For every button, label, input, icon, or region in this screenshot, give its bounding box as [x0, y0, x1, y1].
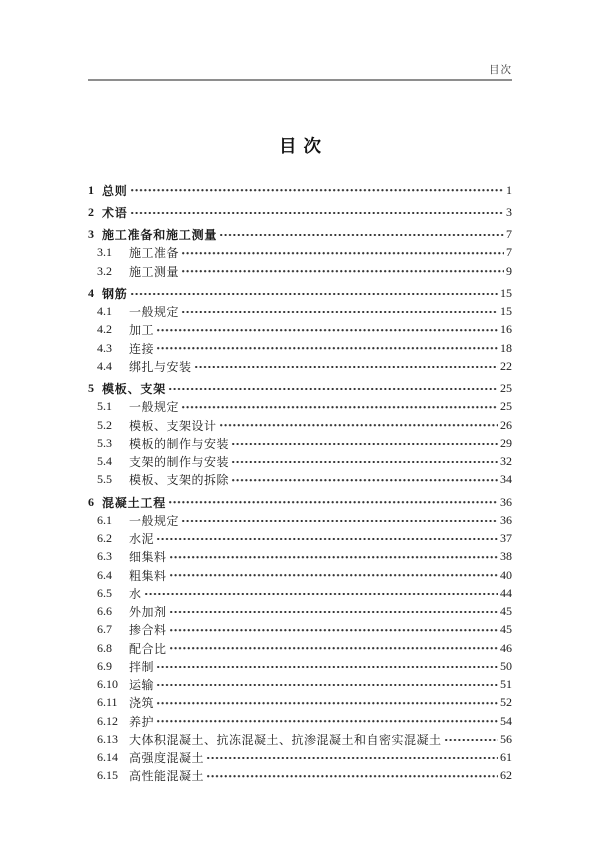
toc-entry-title: 连接: [129, 341, 155, 356]
toc-entry-page: 36: [500, 512, 512, 527]
toc-entry: [97, 566, 512, 584]
toc-entry-title: 施工测量: [129, 264, 180, 279]
toc-entry-title: 模板、支架: [102, 382, 167, 397]
toc-entry-title: 养护: [129, 714, 155, 729]
toc-entry-page: 22: [500, 358, 512, 373]
toc-entry-number: 4.2: [97, 322, 112, 337]
toc-entry: [97, 434, 512, 452]
toc-dot-leader: [156, 719, 498, 723]
toc-entry-page: 25: [500, 399, 512, 414]
toc-entry: [97, 511, 512, 529]
toc-entry-page: 16: [500, 322, 512, 337]
toc-dot-leader: [194, 365, 498, 369]
toc-dot-leader: [231, 460, 498, 464]
toc-entry-page: 1: [506, 182, 512, 197]
toc-entry-number: 6.2: [97, 531, 112, 546]
toc-entry-page: 45: [500, 604, 512, 619]
toc-entry-number: 4.3: [97, 340, 112, 355]
toc-entry: [97, 657, 512, 675]
toc-entry-title: 一般规定: [129, 305, 180, 320]
toc-entry-number: 6.13: [97, 731, 118, 746]
toc-entry-title: 模板、支架设计: [129, 418, 217, 433]
toc-entry-page: 7: [506, 227, 512, 242]
toc-entry-number: 4.4: [97, 358, 112, 373]
toc-entry-number: 6.3: [97, 549, 112, 564]
toc-dot-leader: [231, 478, 498, 482]
toc-entry-title: 拌制: [129, 659, 155, 674]
toc-entry-title: 水: [129, 586, 142, 601]
toc-dot-leader: [144, 592, 498, 596]
toc-dot-leader: [156, 346, 498, 350]
toc-entry-number: 1: [88, 182, 94, 197]
toc-entry-number: 6.6: [97, 604, 112, 619]
toc-entry-page: 54: [500, 713, 512, 728]
toc-entry-title: 浇筑: [129, 696, 155, 711]
toc-entry-number: 6.9: [97, 658, 112, 673]
toc-entry-page: 61: [500, 750, 512, 765]
toc-entry: [97, 767, 512, 785]
toc-entry-number: 6.15: [97, 768, 118, 783]
toc-dot-leader: [168, 500, 498, 504]
toc-entry: [88, 181, 512, 199]
toc-entry-page: 52: [500, 695, 512, 710]
toc-entry-title: 一般规定: [129, 400, 180, 415]
toc-entry-title: 绑扎与安装: [129, 359, 192, 374]
toc-entry: [97, 621, 512, 639]
toc-entry-title: 配合比: [129, 641, 167, 656]
toc-entry-page: 51: [500, 677, 512, 692]
toc-dot-leader: [181, 269, 504, 273]
toc-entry-title: 支架的制作与安装: [129, 455, 230, 470]
toc-entry-title: 施工准备和施工测量: [102, 228, 218, 243]
toc-entry-title: 运输: [129, 678, 155, 693]
toc-dot-leader: [206, 756, 498, 760]
toc-entry-page: 38: [500, 549, 512, 564]
toc-dot-leader: [231, 442, 498, 446]
toc-entry: [97, 416, 512, 434]
toc-dot-leader: [169, 610, 498, 614]
toc-entry-page: 62: [500, 768, 512, 783]
toc-dot-leader: [169, 646, 498, 650]
toc-entry: [97, 548, 512, 566]
toc-entry-number: 5.2: [97, 417, 112, 432]
toc-list: [88, 181, 512, 785]
toc-entry: [97, 584, 512, 602]
toc-entry: [97, 339, 512, 357]
toc-entry-title: 粗集料: [129, 568, 167, 583]
toc-entry-title: 总则: [102, 183, 128, 198]
toc-entry-number: 3: [88, 227, 94, 242]
toc-dot-leader: [219, 423, 498, 427]
toc-dot-leader: [181, 310, 498, 314]
toc-entry-title: 一般规定: [129, 513, 180, 528]
toc-dot-leader: [156, 328, 498, 332]
toc-entry-page: 3: [506, 204, 512, 219]
toc-dot-leader: [219, 233, 504, 237]
toc-entry: [97, 694, 512, 712]
toc-dot-leader: [156, 537, 498, 541]
toc-entry: [97, 303, 512, 321]
toc-entry: [97, 639, 512, 657]
toc-entry: [97, 730, 512, 748]
toc-entry: [88, 493, 512, 511]
toc-entry-number: 6.5: [97, 585, 112, 600]
toc-entry: [97, 712, 512, 730]
running-header: [88, 64, 512, 81]
toc-entry-page: 40: [500, 567, 512, 582]
toc-entry-title: 水泥: [129, 532, 155, 547]
toc-dot-leader: [169, 628, 498, 632]
toc-entry-title: 高性能混凝土: [129, 769, 205, 784]
toc-entry: [97, 398, 512, 416]
toc-entry-number: 5.3: [97, 435, 112, 450]
toc-entry-title: 细集料: [129, 550, 167, 565]
toc-entry-title: 施工准备: [129, 246, 180, 261]
toc-entry: [97, 471, 512, 489]
toc-entry-page: 29: [500, 435, 512, 450]
toc-entry-page: 37: [500, 531, 512, 546]
toc-dot-leader: [156, 683, 498, 687]
toc-entry-number: 6.7: [97, 622, 112, 637]
toc-entry-page: 26: [500, 417, 512, 432]
toc-entry: [88, 380, 512, 398]
toc-entry-page: 46: [500, 640, 512, 655]
toc-entry-number: 6.11: [97, 695, 118, 710]
toc-dot-leader: [181, 251, 504, 255]
toc-entry-number: 3.2: [97, 263, 112, 278]
toc-entry: [88, 226, 512, 244]
toc-entry-page: 15: [500, 285, 512, 300]
toc-entry: [97, 321, 512, 339]
toc-entry-page: 18: [500, 340, 512, 355]
toc-entry-number: 6.8: [97, 640, 112, 655]
toc-entry-number: 5.4: [97, 454, 112, 469]
toc-entry: [97, 262, 512, 280]
toc-dot-leader: [130, 188, 504, 192]
toc-entry: [88, 203, 512, 221]
toc-entry-title: 加工: [129, 323, 155, 338]
toc-entry-page: 36: [500, 494, 512, 509]
page-title: 目次: [279, 136, 328, 156]
toc-entry-number: 5: [88, 381, 94, 396]
toc-dot-leader: [169, 555, 498, 559]
toc-entry-number: 6.1: [97, 512, 112, 527]
toc-entry-page: 50: [500, 658, 512, 673]
toc-entry-page: 44: [500, 585, 512, 600]
toc-entry-number: 2: [88, 204, 94, 219]
toc-entry-number: 5.5: [97, 472, 112, 487]
toc-entry-page: 56: [500, 731, 512, 746]
toc-entry-number: 4: [88, 285, 94, 300]
toc-entry-number: 3.1: [97, 245, 112, 260]
toc-entry-title: 掺合料: [129, 623, 167, 638]
toc-entry-title: 混凝土工程: [102, 495, 167, 510]
toc-entry-page: 25: [500, 381, 512, 396]
toc-entry: [97, 676, 512, 694]
toc-dot-leader: [181, 405, 498, 409]
toc-entry-title: 术语: [102, 205, 128, 220]
toc-entry-page: 15: [500, 304, 512, 319]
toc-entry-title: 外加剂: [129, 605, 167, 620]
toc-entry-number: 4.1: [97, 304, 112, 319]
toc-dot-leader: [181, 519, 498, 523]
toc-entry-number: 6: [88, 494, 94, 509]
toc-dot-leader: [130, 292, 498, 296]
toc-dot-leader: [130, 211, 504, 215]
toc-dot-leader: [156, 665, 498, 669]
toc-entry-page: 7: [506, 245, 512, 260]
running-header-title: 目次: [489, 65, 512, 76]
toc-entry: [97, 244, 512, 262]
toc-entry-title: 模板、支架的拆除: [129, 473, 230, 488]
toc-entry-page: 9: [506, 263, 512, 278]
toc-entry-title: 模板的制作与安装: [129, 436, 230, 451]
toc-entry: [97, 749, 512, 767]
toc-entry: [88, 284, 512, 302]
toc-entry: [97, 530, 512, 548]
toc-dot-leader: [206, 774, 498, 778]
toc-dot-leader: [169, 573, 498, 577]
toc-dot-leader: [168, 387, 498, 391]
toc-entry: [97, 357, 512, 375]
toc-entry-number: 5.1: [97, 399, 112, 414]
toc-entry-number: 6.14: [97, 750, 118, 765]
toc-entry-number: 6.10: [97, 677, 118, 692]
toc-entry-page: 45: [500, 622, 512, 637]
toc-entry-title: 钢筋: [102, 286, 128, 301]
header-rule: [88, 79, 512, 81]
toc-entry-number: 6.4: [97, 567, 112, 582]
toc-dot-leader: [444, 738, 498, 742]
toc-entry: [97, 603, 512, 621]
toc-entry-title: 大体积混凝土、抗冻混凝土、抗渗混凝土和自密实混凝土: [129, 732, 442, 747]
toc-entry-page: 32: [500, 454, 512, 469]
toc-entry-number: 6.12: [97, 713, 118, 728]
toc-entry-title: 高强度混凝土: [129, 751, 205, 766]
toc-entry-page: 34: [500, 472, 512, 487]
toc-dot-leader: [156, 701, 498, 705]
toc-entry: [97, 453, 512, 471]
